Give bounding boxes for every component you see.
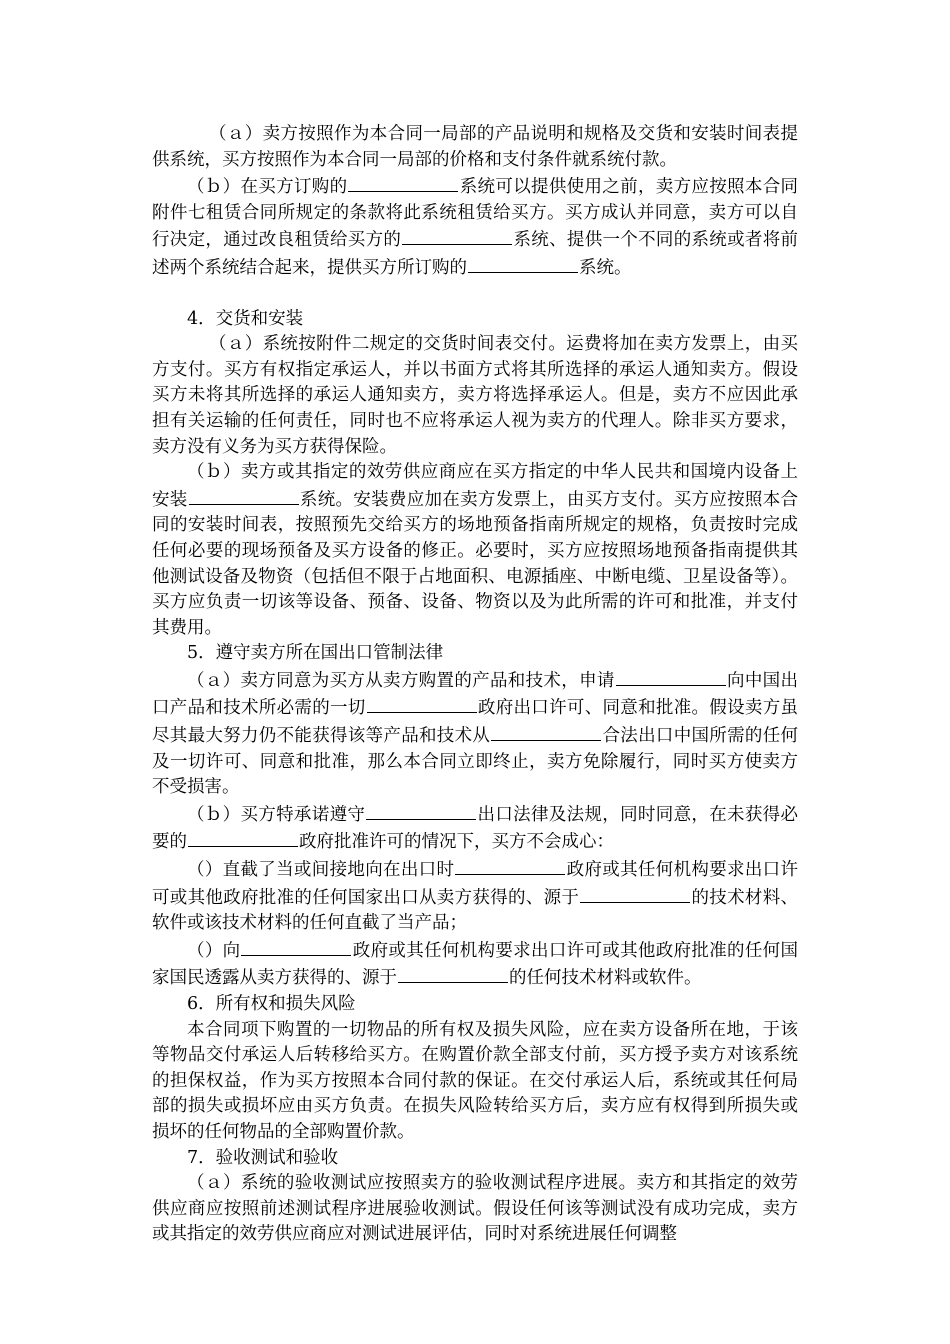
- fill-in-blank[interactable]: [402, 226, 512, 245]
- fill-in-blank[interactable]: [580, 884, 690, 903]
- clause-5a-text-1: （ａ）卖方同意为买方从卖方购置的产品和技术，申请: [187, 670, 615, 691]
- clause-3b: [152, 173, 798, 281]
- fill-in-blank[interactable]: [366, 801, 476, 820]
- clause-5a: [152, 667, 798, 801]
- clause-7a: [152, 1171, 798, 1248]
- section-4-heading: [152, 307, 798, 333]
- paragraph-gap: [152, 282, 798, 307]
- clause-4a: [152, 332, 798, 460]
- clause-3b-text-3: 系统、提供一个不同的系统或者将前述两个系统结合起来，提供买方所订购的: [152, 230, 799, 278]
- clause-5b-item-2-text-3: 的任何技术材料或软件。: [509, 968, 702, 989]
- fill-in-blank[interactable]: [468, 254, 578, 273]
- fill-in-blank[interactable]: [491, 722, 601, 741]
- section-6-heading: [152, 992, 798, 1018]
- fill-in-blank[interactable]: [616, 667, 726, 686]
- fill-in-blank[interactable]: [189, 486, 299, 505]
- fill-in-blank[interactable]: [398, 964, 508, 983]
- section-5-title: 5．遵守卖方所在国出口管制法律: [187, 643, 444, 664]
- clause-5b-text-3: 政府批准许可的情况下，买方不会成心：: [299, 832, 614, 853]
- clause-4b: [152, 460, 798, 641]
- section-7-title: 7．验收测试和验收: [187, 1147, 339, 1168]
- clause-5b-item-1: [152, 856, 798, 937]
- clause-4b-text-1: （ｂ）卖方或其指定的效劳供应商应在买方指定的中华人民共和国境内设备上安装: [152, 462, 798, 510]
- fill-in-blank[interactable]: [455, 856, 565, 875]
- section-7-heading: [152, 1146, 798, 1172]
- fill-in-blank[interactable]: [348, 173, 458, 192]
- clause-5b-text-2: 出口法律及法规，同时同意，在未获得必要的: [152, 804, 799, 853]
- clause-5b-item-1-text-2: 政府或其任何机构要求出口许可或其他政府批准的任何国家出口从卖方获得的、源于: [152, 860, 799, 908]
- section-4-title: 4．交货和安装: [187, 308, 304, 329]
- clause-6-text: 本合同项下购置的一切物品的所有权及损失风险，应在卖方设备所在地，于该等物品交付承运人后转移给买方。在购置价款全部支付前，买方授予卖方对该系统的担保权益，作为买方按照本合同付款的保证。在交付承运人后，系统或其任何局部的损失或损坏应由买方负责。在损失风险转给买方后，卖方应有权得到所损失或损坏的任何物品的全部购置价款。: [152, 1019, 798, 1142]
- clause-3b-text-4: 系统。: [579, 257, 632, 278]
- clause-4b-text-2: 系统。安装费应加在卖方发票上，由买方支付。买方应按照本合同的安装时间表，按照预先交给买方的场地预备指南所规定的规格，负责按时完成任何必要的现场预备及买方设备的修正。必要时，买方应按照场地预备指南提供其他测试设备及物资（包括但不限于占地面积、电源插座、中断电缆、卫星设备等）。买方应负责一切该等设备、预备、设备、物资以及为此所需的许可和批准，并支付其费用。: [152, 489, 799, 638]
- clause-3a-text: （ａ）卖方按照作为本合同一局部的产品说明和规格及交货和安装时间表提供系统，买方按照作为本合同一局部的价格和支付条件就系统付款。: [152, 124, 798, 170]
- section-5-heading: [152, 641, 798, 667]
- clause-3b-text-1: （ｂ）在买方订购的: [187, 177, 348, 198]
- clause-5b-item-2: [152, 937, 798, 992]
- clause-5b-item-1-text-3: 的技术材料、软件或该技术材料的任何直截了当产品；: [152, 887, 799, 934]
- clause-6: [152, 1018, 798, 1146]
- clause-5b-item-2-text-2: 政府或其任何机构要求出口许可或其他政府批准的任何国家国民透露从卖方获得的、源于: [152, 940, 799, 989]
- clause-3b-text-2: 系统可以提供使用之前，卖方应按照本合同附件七租赁合同所规定的条款将此系统租赁给买方。买方成认并同意，卖方可以自行决定，通过改良租赁给买方的: [152, 177, 799, 251]
- clause-5a-text-2: 向中国出口产品和技术所必需的一切: [152, 670, 799, 719]
- fill-in-blank[interactable]: [367, 694, 477, 713]
- clause-3a: [152, 122, 798, 173]
- clause-5b-text-1: （ｂ）买方特承诺遵守: [187, 804, 366, 825]
- clause-5a-text-3: 政府出口许可、同意和批准。假设卖方虽尽其最大努力仍不能获得该等产品和技术从: [152, 698, 799, 747]
- fill-in-blank[interactable]: [188, 828, 298, 847]
- contract-body: [152, 122, 798, 1248]
- clause-5b: [152, 801, 798, 856]
- fill-in-blank[interactable]: [241, 937, 351, 956]
- clause-4a-text: （ａ）系统按附件二规定的交货时间表交付。运费将加在卖方发票上，由买方支付。买方有权指定承运人，并以书面方式将其所选择的承运人通知卖方。假设买方未将其所选择的承运人通知卖方，卖方将选择承运人。但是，卖方不应因此承担有关运输的任何责任，同时也不应将承运人视为卖方的代理人。除非买方要求，卖方没有义务为买方获得保险。: [152, 334, 798, 457]
- clause-5a-text-4: 合法出口中国所需的任何及一切许可、同意和批准，那么本合同立即终止，卖方免除履行，同时买方使卖方不受损害。: [152, 726, 799, 798]
- section-6-title: 6．所有权和损失风险: [187, 994, 356, 1014]
- clause-7a-text: （ａ）系统的验收测试应按照卖方的验收测试程序进展。卖方和其指定的效劳供应商应按照前述测试程序进展验收测试。假设任何该等测试没有成功完成，卖方或其指定的效劳供应商应对测试进展评估，同时对系统进展任何调整: [152, 1173, 798, 1245]
- clause-5b-item-1-text-1: （）直截了当或间接地向在出口时: [187, 860, 455, 881]
- clause-5b-item-2-text-1: （）向: [187, 940, 241, 961]
